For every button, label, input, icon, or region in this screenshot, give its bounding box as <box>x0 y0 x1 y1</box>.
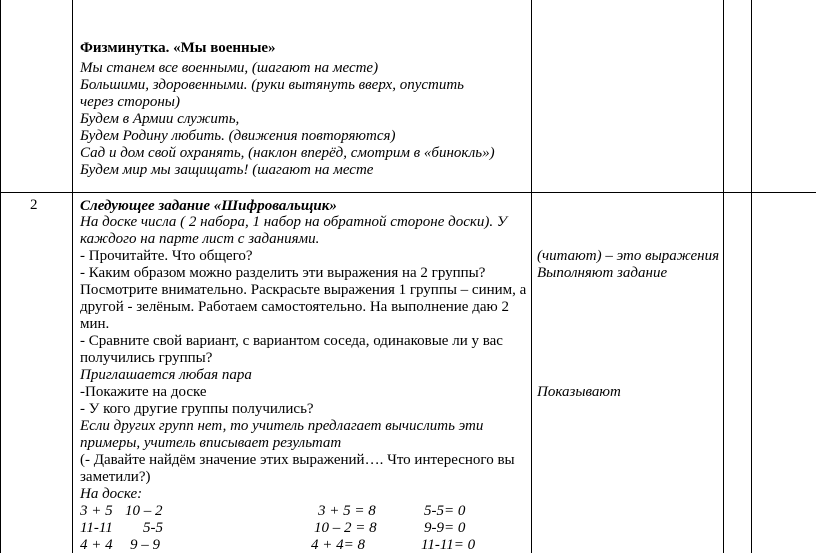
task-line: - У кого другие группы получились? <box>80 401 314 417</box>
poem-line: Будем в Армии служить, <box>80 111 240 127</box>
board-cell: 9 – 9 <box>130 537 160 553</box>
row-number: 2 <box>30 197 38 213</box>
poem-line: Мы станем все военными, (шагают на месте) <box>80 60 379 76</box>
task-line: другой - зелёным. Работаем самостоятельно. На выполнение даю 2 <box>80 299 509 315</box>
task-line: мин. <box>80 316 110 332</box>
task-line: каждого на парте лист с заданиями. <box>80 231 320 247</box>
task-line: На доске числа ( 2 набора, 1 набор на обратной стороне доски). У <box>80 214 507 230</box>
board-cell: 5-5= 0 <box>424 503 466 519</box>
task-line: получились группы? <box>80 350 213 366</box>
table-row-divider <box>0 192 816 193</box>
task-line: (- Давайте найдём значение этих выражений…. Что интересного вы <box>80 452 515 468</box>
task-line: -Покажите на доске <box>80 384 207 400</box>
table-border-col1 <box>72 0 73 553</box>
physical-minute-title: Физминутка. «Мы военные» <box>80 40 276 56</box>
task-line: - Прочитайте. Что общего? <box>80 248 253 264</box>
poem-line: Будем мир мы защищать! (шагают на месте <box>80 162 374 178</box>
board-cell: 4 + 4= 8 <box>311 537 365 553</box>
task-line: На доске: <box>80 486 143 502</box>
table-border-left <box>0 0 1 553</box>
task-line: Посмотрите внимательно. Раскрасьте выражения 1 группы – синим, а <box>80 282 527 298</box>
task-line: - Каким образом можно разделить эти выражения на 2 группы? <box>80 265 486 281</box>
board-cell: 3 + 5 <box>80 503 113 519</box>
board-cell: 10 – 2 <box>125 503 163 519</box>
task-line: - Сравните свой вариант, с вариантом соседа, одинаковые ли у вас <box>80 333 503 349</box>
table-border-col4 <box>751 0 752 553</box>
board-cell: 10 – 2 = 8 <box>314 520 377 536</box>
task-line: примеры, учитель вписывает результат <box>80 435 342 451</box>
board-cell: 4 + 4 <box>80 537 113 553</box>
board-cell: 11-11= 0 <box>421 537 476 553</box>
poem-line: Большими, здоровенными. (руки вытянуть вверх, опустить <box>80 77 464 93</box>
student-activity: Выполняют задание <box>537 265 668 281</box>
student-activity: Показывают <box>537 384 621 400</box>
table-border-col3 <box>723 0 724 553</box>
poem-line: Сад и дом свой охранять, (наклон вперёд, смотрим в «бинокль») <box>80 145 495 161</box>
student-activity: (читают) – это выражения <box>537 248 720 264</box>
poem-line: через стороны) <box>80 94 180 110</box>
board-cell: 3 + 5 = 8 <box>318 503 376 519</box>
task-line: заметили?) <box>80 469 151 485</box>
task-line: Если других групп нет, то учитель предлагает вычислить эти <box>80 418 484 434</box>
task-line: Приглашается любая пара <box>80 367 252 383</box>
table-border-col2 <box>531 0 532 553</box>
task-title: Следующее задание «Шифровальщик» <box>80 198 337 214</box>
board-cell: 11-11 <box>80 520 113 536</box>
poem-line: Будем Родину любить. (движения повторяются) <box>80 128 396 144</box>
board-cell: 5-5 <box>143 520 163 536</box>
board-cell: 9-9= 0 <box>424 520 466 536</box>
